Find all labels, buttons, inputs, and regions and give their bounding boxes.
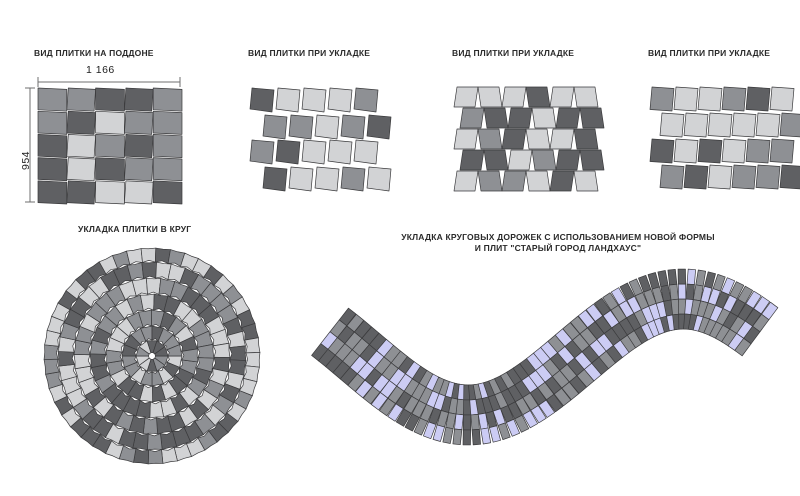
dim-width-label: 1 166	[86, 64, 115, 76]
circle-caption: УКЛАДКА ПЛИТКИ В КРУГ	[78, 224, 192, 234]
panel-wave	[368, 232, 748, 253]
panel-lay1	[248, 48, 370, 59]
lay1-tile-grid	[246, 84, 396, 194]
panel-pallet-caption: ВИД ПЛИТКИ НА ПОДДОНЕ	[34, 48, 154, 58]
lay2-tile-grid	[452, 84, 602, 194]
pallet-tile-grid	[38, 88, 182, 204]
panel-lay2	[452, 48, 574, 59]
dim-height-label: 954	[20, 150, 32, 170]
wave-layout-diagram	[300, 262, 800, 442]
panel-lay3	[648, 48, 770, 59]
panel-lay3-caption: ВИД ПЛИТКИ ПРИ УКЛАДКЕ	[648, 48, 771, 58]
circle-layout-diagram	[20, 244, 290, 474]
panel-lay2-caption: ВИД ПЛИТКИ ПРИ УКЛАДКЕ	[452, 48, 575, 58]
panel-circle	[78, 224, 298, 235]
wave-caption-line2: И ПЛИТ "СТАРЫЙ ГОРОД ЛАНДХАУС"	[474, 242, 642, 253]
wave-caption-line1: УКЛАДКА КРУГОВЫХ ДОРОЖЕК С ИСПОЛЬЗОВАНИЕМ НОВОЙ ФОРМЫ	[401, 232, 715, 242]
lay3-tile-grid	[648, 84, 798, 194]
panel-pallet	[34, 48, 154, 59]
panel-lay1-caption: ВИД ПЛИТКИ ПРИ УКЛАДКЕ	[248, 48, 371, 58]
